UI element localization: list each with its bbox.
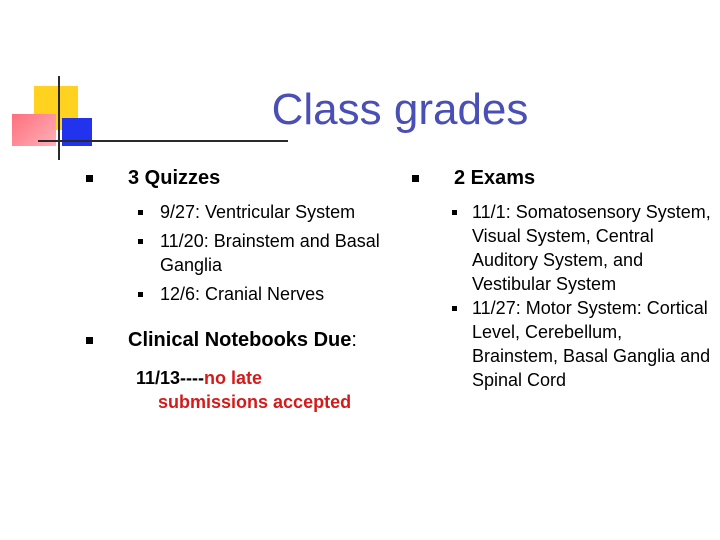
quizzes-heading: 3 Quizzes bbox=[128, 167, 221, 189]
slide-title: Class grades bbox=[271, 85, 529, 134]
quiz-item-text: 12/6: Cranial Nerves bbox=[160, 284, 325, 304]
square-bullet-icon bbox=[138, 239, 143, 244]
quiz-item bbox=[86, 229, 386, 277]
exam-item bbox=[412, 296, 712, 392]
square-bullet-icon bbox=[452, 306, 457, 311]
logo-vertical-line bbox=[58, 76, 60, 160]
right-column bbox=[412, 166, 712, 392]
quiz-item-text: 11/20: Brainstem and Basal Ganglia bbox=[160, 231, 380, 275]
exams-heading: 2 Exams bbox=[454, 167, 536, 189]
exam-list bbox=[412, 200, 712, 392]
due-note-red-2: submissions accepted bbox=[158, 392, 352, 412]
quiz-item-text: 9/27: Ventricular System bbox=[160, 202, 356, 222]
exam-item-text: 11/1: Somatosensory System, Visual System, Central Auditory System, and Vestibular System bbox=[472, 202, 711, 294]
square-bullet-icon bbox=[86, 175, 93, 182]
square-bullet-icon bbox=[138, 210, 143, 215]
square-bullet-icon bbox=[452, 210, 457, 215]
notebooks-heading: Clinical Notebooks Due bbox=[128, 329, 352, 351]
due-note-red-1: no late bbox=[204, 368, 263, 388]
square-bullet-icon bbox=[86, 337, 93, 344]
quiz-list bbox=[86, 200, 386, 306]
decorative-logo bbox=[0, 0, 110, 170]
quiz-item bbox=[86, 200, 386, 224]
quiz-item bbox=[86, 282, 386, 306]
notebooks-heading-item bbox=[86, 328, 386, 352]
left-column bbox=[86, 166, 386, 414]
square-bullet-icon bbox=[412, 175, 419, 182]
exam-item bbox=[412, 200, 712, 296]
quizzes-heading-item bbox=[86, 166, 386, 190]
due-note bbox=[136, 366, 386, 414]
square-bullet-icon bbox=[138, 292, 143, 297]
exams-heading-item bbox=[412, 166, 712, 190]
logo-horizontal-line bbox=[38, 140, 288, 142]
exam-item-text: 11/27: Motor System: Cortical Level, Cerebellum, Brainstem, Basal Ganglia and Spinal Cord bbox=[472, 298, 711, 390]
due-date: 11/13---- bbox=[136, 368, 205, 388]
notebooks-colon: : bbox=[351, 329, 357, 351]
